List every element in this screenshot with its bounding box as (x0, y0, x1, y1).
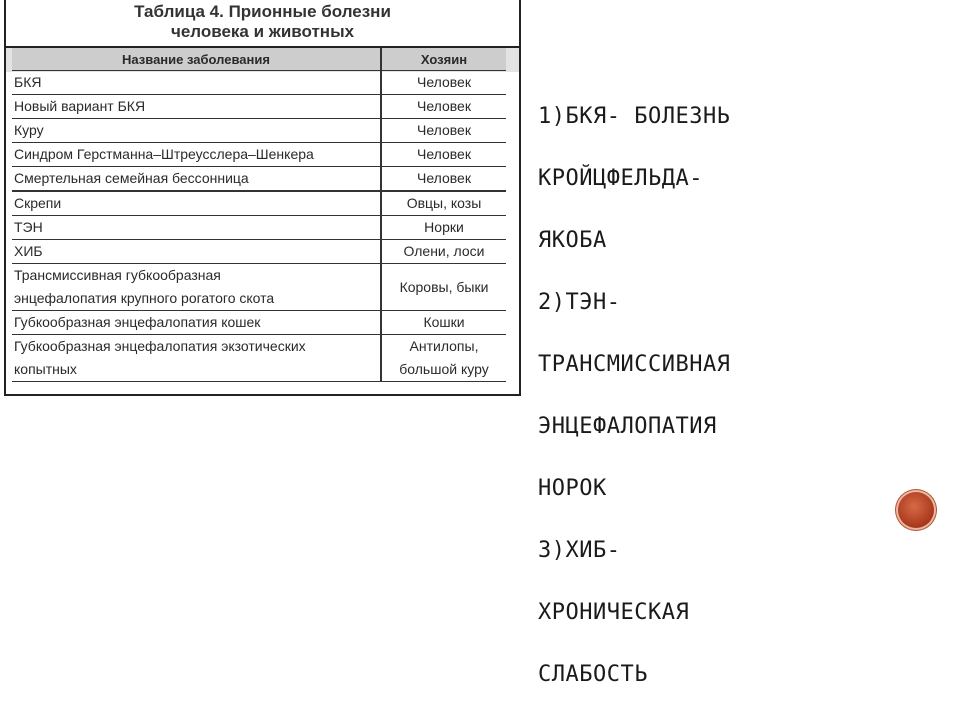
table-row (12, 143, 506, 167)
cell-disease: Новый вариант БКЯ (12, 95, 381, 119)
table-title-line2: человека и животных (170, 22, 355, 41)
prion-table (12, 48, 506, 382)
cell-disease: Губкообразная энцефалопатия кошек (12, 311, 381, 335)
table-row (12, 95, 506, 119)
cell-host: Олени, лоси (381, 240, 506, 264)
cell-host: Норки (381, 216, 506, 240)
cell-host-line1: Антилопы, (409, 338, 479, 354)
cell-disease: Смертельная семейная бессонница (12, 167, 381, 192)
note-line: ЯКОБА (538, 228, 607, 253)
note-line: НОРОК (538, 476, 607, 501)
cell-host: Человек (381, 95, 506, 119)
cell-disease-line1: Трансмиссивная губкообразная (14, 267, 221, 283)
cell-host: Кошки (381, 311, 506, 335)
table-row (12, 216, 506, 240)
cell-host-line2: большой куру (399, 361, 489, 377)
cell-host: Овцы, козы (381, 191, 506, 216)
table-row (12, 240, 506, 264)
cell-disease-line2: энцефалопатия крупного рогатого скота (14, 290, 275, 306)
note-line: СЛАБОСТЬ (538, 662, 648, 687)
cell-host: Человек (381, 167, 506, 192)
cell-disease (12, 335, 381, 382)
header-host: Хозяин (381, 48, 506, 71)
cell-host: Коровы, быки (381, 264, 506, 311)
header-disease: Название заболевания (12, 48, 381, 71)
cell-disease (12, 264, 381, 311)
cell-disease: ХИБ (12, 240, 381, 264)
cell-disease: Куру (12, 119, 381, 143)
note-line: 1)БКЯ- БОЛЕЗНЬ (538, 104, 731, 129)
cell-host (381, 335, 506, 382)
table-row (12, 264, 506, 311)
cell-disease: БКЯ (12, 71, 381, 95)
table-header-row (12, 48, 506, 71)
table-row (12, 311, 506, 335)
cell-host: Человек (381, 143, 506, 167)
table-title-line1: Таблица 4. Прионные болезни (134, 2, 391, 21)
cell-disease: Синдром Герстманна–Штреусслера–Шенкера (12, 143, 381, 167)
note-line: 3)ХИБ- (538, 538, 621, 563)
cell-disease: Скрепи (12, 191, 381, 216)
cell-host: Человек (381, 119, 506, 143)
slide-badge-icon (898, 492, 934, 528)
cell-disease-line2: копытных (14, 361, 77, 377)
cell-disease-line1: Губкообразная энцефалопатия экзотических (14, 338, 306, 354)
table-row (12, 191, 506, 216)
table-row (12, 71, 506, 95)
prion-table-figure (4, 0, 521, 396)
cell-disease: ТЭН (12, 216, 381, 240)
note-line: ЭНЦЕФАЛОПАТИЯ (538, 414, 717, 439)
table-row (12, 119, 506, 143)
note-line: ТРАНСМИССИВНАЯ (538, 352, 731, 377)
abbreviation-notes (538, 70, 798, 721)
table-title (6, 0, 519, 46)
note-line: ХРОНИЧЕСКАЯ (538, 600, 690, 625)
note-line: КРОЙЦФЕЛЬДА- (538, 166, 703, 191)
note-line: 2)ТЭН- (538, 290, 621, 315)
table-row (12, 167, 506, 192)
cell-host: Человек (381, 71, 506, 95)
table-row (12, 335, 506, 382)
